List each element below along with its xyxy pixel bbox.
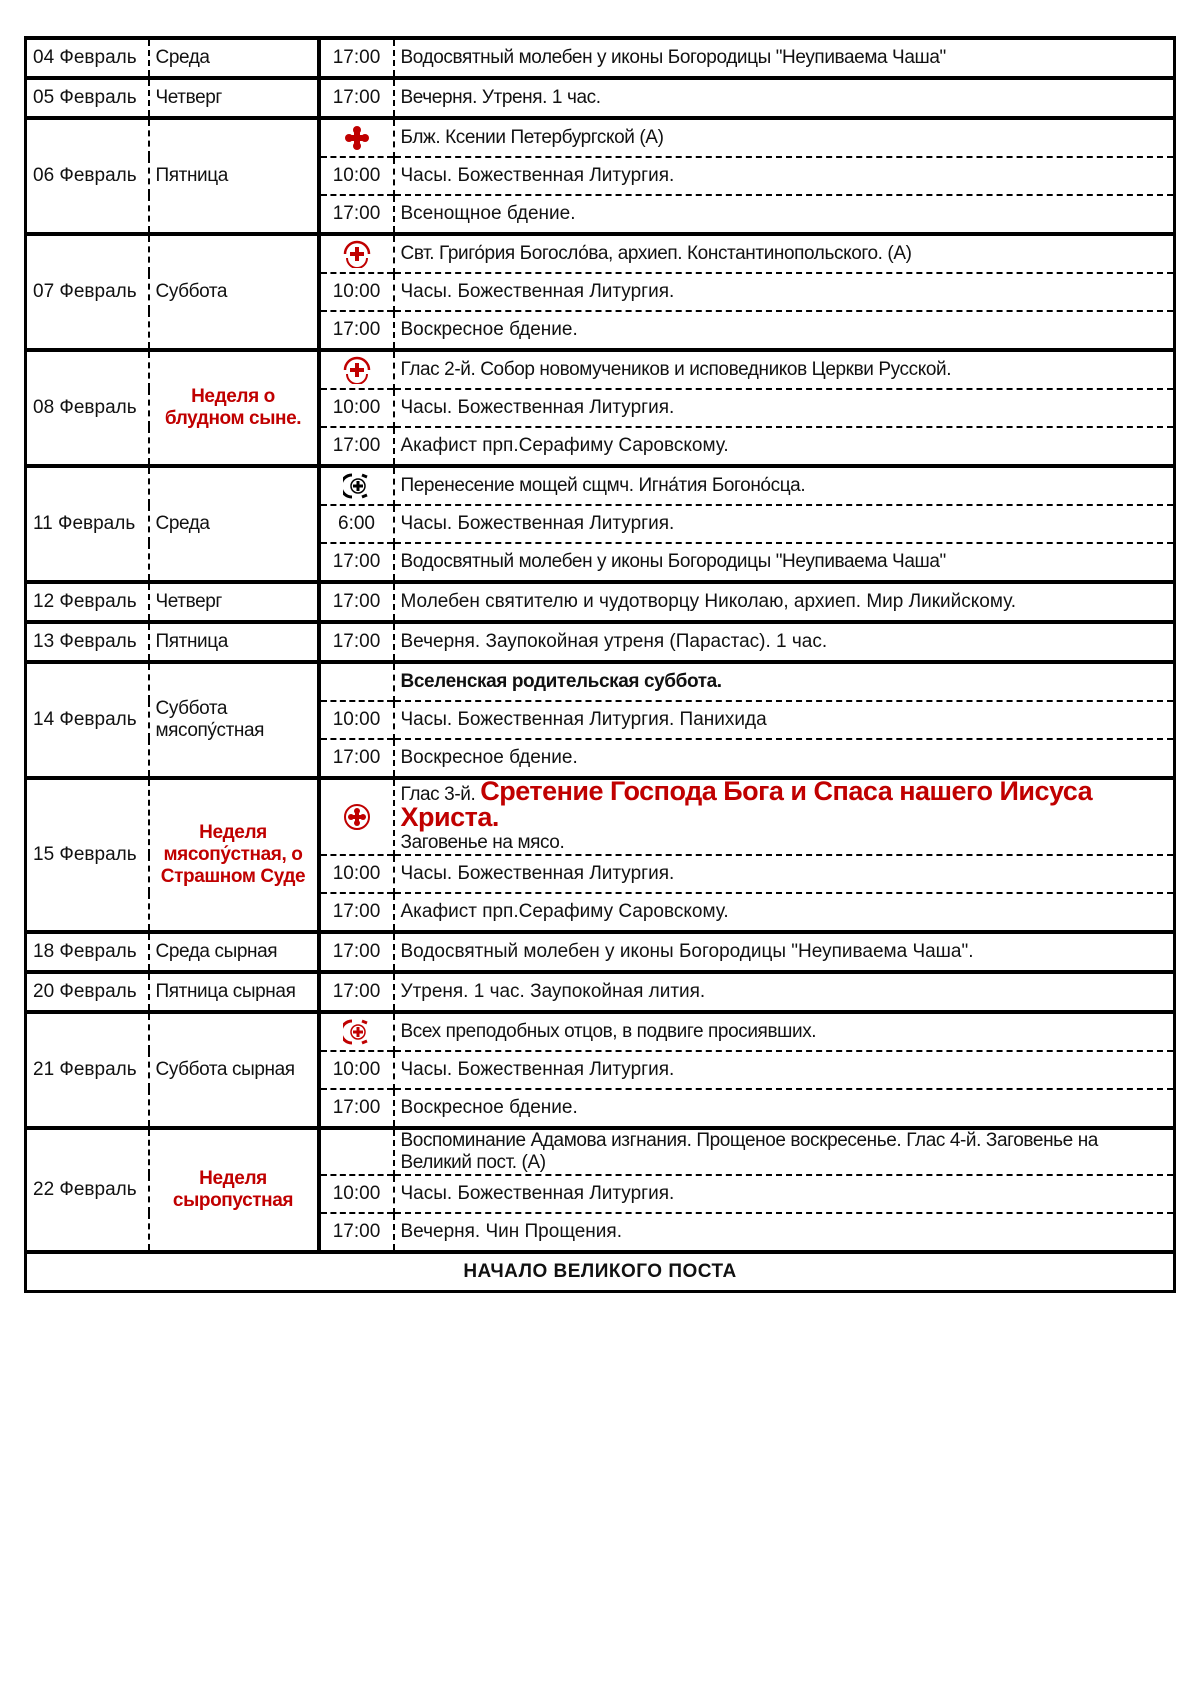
feast-icon-cell	[319, 234, 394, 273]
time-cell: 10:00	[319, 855, 394, 893]
time-cell: 17:00	[319, 972, 394, 1012]
weekday-cell: Неделя мясопу́стная, о Страшном Суде	[149, 778, 319, 932]
weekday-cell: Суббота мясопу́стная	[149, 662, 319, 778]
feast-title	[394, 778, 1175, 855]
service-cell: Утреня. 1 час. Заупокойная лития.	[394, 972, 1175, 1012]
weekday-cell: Среда сырная	[149, 932, 319, 972]
time-cell: 17:00	[319, 932, 394, 972]
time-cell: 10:00	[319, 157, 394, 195]
service-cell: Часы. Божественная Литургия.	[394, 389, 1175, 427]
feast-title: Вселенская родительская суббота.	[394, 662, 1175, 701]
service-cell: Вечерня. Чин Прощения.	[394, 1213, 1175, 1252]
service-cell: Молебен святителю и чудотворцу Николаю, архиеп. Мир Ликийскому.	[394, 582, 1175, 622]
weekday-cell: Неделя сыропустная	[149, 1128, 319, 1252]
date-cell: 20 Февраль	[26, 972, 149, 1012]
date-cell: 04 Февраль	[26, 38, 149, 78]
time-cell: 17:00	[319, 195, 394, 234]
feast-icon-cell	[319, 466, 394, 505]
feast-icon-cell	[319, 1128, 394, 1175]
weekday-cell: Суббота сырная	[149, 1012, 319, 1128]
time-cell: 6:00	[319, 505, 394, 543]
date-cell: 11 Февраль	[26, 466, 149, 582]
lent-start-banner: НАЧАЛО ВЕЛИКОГО ПОСТА	[26, 1252, 1175, 1292]
service-cell: Часы. Божественная Литургия. Панихида	[394, 701, 1175, 739]
service-cell: Часы. Божественная Литургия.	[394, 1175, 1175, 1213]
service-cell: Водосвятный молебен у иконы Богородицы "Неупиваема Чаша"	[394, 543, 1175, 582]
feast-title: Блж. Ксении Петербургской (А)	[394, 118, 1175, 157]
date-cell: 22 Февраль	[26, 1128, 149, 1252]
service-cell: Водосвятный молебен у иконы Богородицы "Неупиваема Чаша"	[394, 38, 1175, 78]
feast-icon-cell	[319, 1012, 394, 1051]
schedule-row	[26, 972, 1175, 1012]
service-cell: Воскресное бдение.	[394, 739, 1175, 778]
feast-icon-cell	[319, 662, 394, 701]
schedule-row	[26, 350, 1175, 389]
bracket-cross-icon	[343, 472, 371, 500]
circle-cross-icon	[343, 803, 371, 831]
schedule-row	[26, 622, 1175, 662]
service-cell: Часы. Божественная Литургия.	[394, 505, 1175, 543]
time-cell: 10:00	[319, 701, 394, 739]
service-cell: Вечерня. Заупокойная утреня (Парастас). 1 час.	[394, 622, 1175, 662]
schedule-row	[26, 234, 1175, 273]
service-cell: Часы. Божественная Литургия.	[394, 273, 1175, 311]
footer-row	[26, 1252, 1175, 1292]
date-cell: 05 Февраль	[26, 78, 149, 118]
schedule-row	[26, 118, 1175, 157]
service-cell: Часы. Божественная Литургия.	[394, 855, 1175, 893]
schedule-row	[26, 662, 1175, 701]
time-cell: 17:00	[319, 582, 394, 622]
time-cell: 17:00	[319, 893, 394, 932]
schedule-row	[26, 932, 1175, 972]
time-cell: 17:00	[319, 1213, 394, 1252]
feast-icon-cell	[319, 350, 394, 389]
time-cell: 17:00	[319, 78, 394, 118]
feast-icon-cell	[319, 118, 394, 157]
cross-icon	[343, 124, 371, 152]
weekday-cell: Неделя о блудном сыне.	[149, 350, 319, 466]
date-cell: 14 Февраль	[26, 662, 149, 778]
schedule-row	[26, 38, 1175, 78]
date-cell: 12 Февраль	[26, 582, 149, 622]
feast-title: Перенесение мощей сщмч. Игна́тия Богоно́сца.	[394, 466, 1175, 505]
service-cell: Воскресное бдение.	[394, 1089, 1175, 1128]
date-cell: 13 Февраль	[26, 622, 149, 662]
weekday-cell: Среда	[149, 38, 319, 78]
service-cell: Воскресное бдение.	[394, 311, 1175, 350]
schedule-row	[26, 1012, 1175, 1051]
feast-tone: Глас 3-й.	[400, 784, 476, 805]
service-cell: Вечерня. Утреня. 1 час.	[394, 78, 1175, 118]
service-cell: Часы. Божественная Литургия.	[394, 157, 1175, 195]
time-cell: 10:00	[319, 273, 394, 311]
service-cell: Всенощное бдение.	[394, 195, 1175, 234]
weekday-cell: Пятница сырная	[149, 972, 319, 1012]
time-cell: 10:00	[319, 1175, 394, 1213]
date-cell: 15 Февраль	[26, 778, 149, 932]
schedule-row	[26, 78, 1175, 118]
schedule-row	[26, 1128, 1175, 1175]
service-cell: Часы. Божественная Литургия.	[394, 1051, 1175, 1089]
feast-name: Сретение Господа Бога и Спаса нашего Иисуса Христа.	[400, 778, 1093, 832]
weekday-cell: Суббота	[149, 234, 319, 350]
weekday-cell: Среда	[149, 466, 319, 582]
weekday-cell: Пятница	[149, 118, 319, 234]
feast-icon-cell	[319, 778, 394, 855]
service-cell: Акафист прп.Серафиму Саровскому.	[394, 427, 1175, 466]
time-cell: 17:00	[319, 427, 394, 466]
time-cell: 17:00	[319, 311, 394, 350]
feast-title: Воспоминание Адамова изгнания. Прощеное воскресенье. Глас 4-й. Заговенье на Великий пост. (А)	[394, 1128, 1175, 1175]
feast-title: Свт. Григо́рия Богосло́ва, архиеп. Константинопольского. (А)	[394, 234, 1175, 273]
service-cell: Водосвятный молебен у иконы Богородицы "Неупиваема Чаша".	[394, 932, 1175, 972]
weekday-cell: Пятница	[149, 622, 319, 662]
time-cell: 17:00	[319, 38, 394, 78]
date-cell: 07 Февраль	[26, 234, 149, 350]
feast-title: Глас 2-й. Собор новомучеников и исповедников Церкви Русской.	[394, 350, 1175, 389]
time-cell: 17:00	[319, 739, 394, 778]
feast-title: Всех преподобных отцов, в подвиге просиявших.	[394, 1012, 1175, 1051]
time-cell: 17:00	[319, 543, 394, 582]
semicircle-cross-icon	[343, 356, 371, 384]
time-cell: 17:00	[319, 622, 394, 662]
date-cell: 18 Февраль	[26, 932, 149, 972]
bracket-cross-icon	[343, 1018, 371, 1046]
schedule-table	[24, 36, 1176, 1293]
schedule-row	[26, 582, 1175, 622]
time-cell: 10:00	[319, 389, 394, 427]
schedule-row	[26, 466, 1175, 505]
time-cell: 10:00	[319, 1051, 394, 1089]
schedule-row	[26, 778, 1175, 855]
date-cell: 06 Февраль	[26, 118, 149, 234]
semicircle-cross-icon	[343, 240, 371, 268]
weekday-cell: Четверг	[149, 582, 319, 622]
time-cell: 17:00	[319, 1089, 394, 1128]
date-cell: 08 Февраль	[26, 350, 149, 466]
feast-note: Заговенье на мясо.	[400, 832, 565, 853]
service-cell: Акафист прп.Серафиму Саровскому.	[394, 893, 1175, 932]
weekday-cell: Четверг	[149, 78, 319, 118]
date-cell: 21 Февраль	[26, 1012, 149, 1128]
